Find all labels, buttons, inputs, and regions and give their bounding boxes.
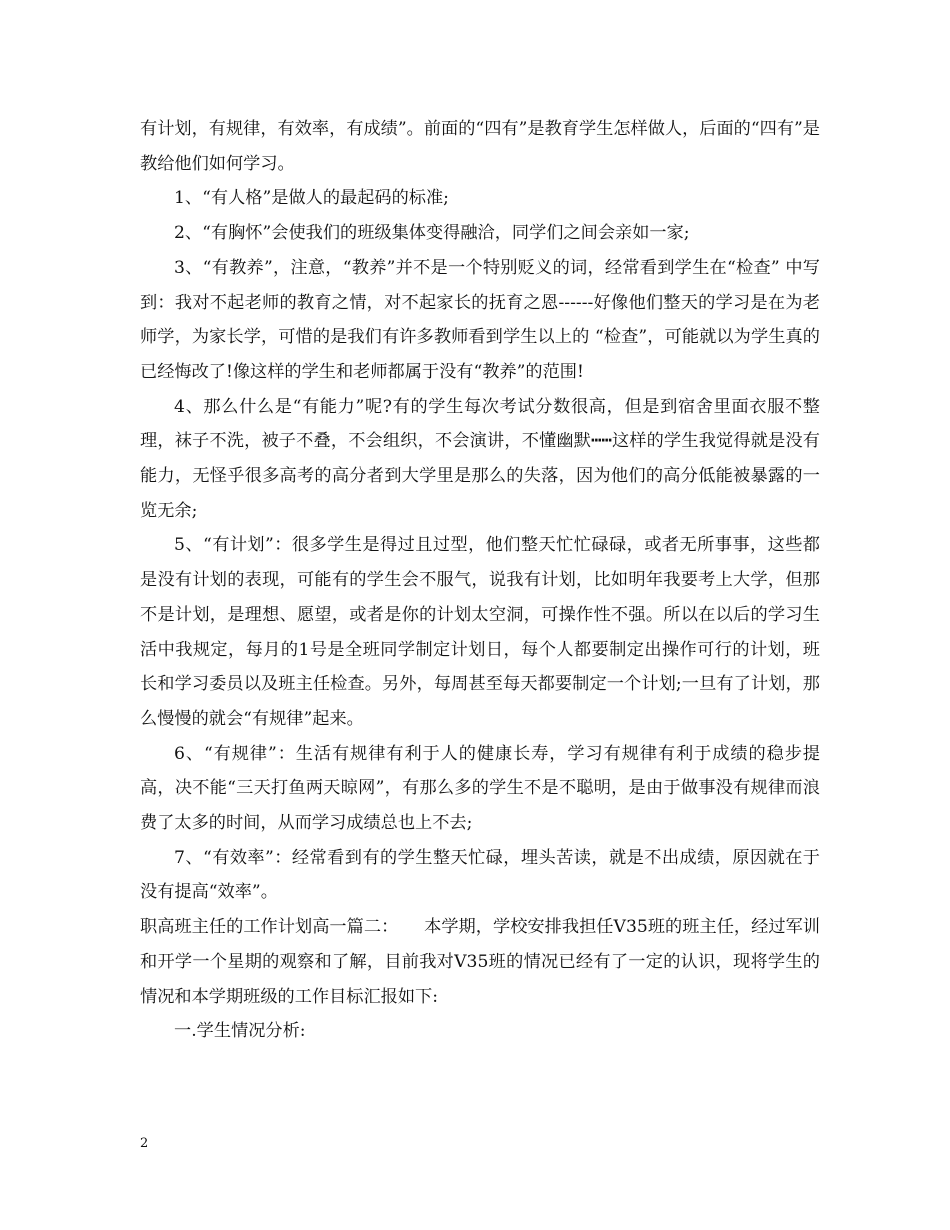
paragraph: 1、“有人格”是做人的最起码的标准; xyxy=(174,188,449,209)
paragraph: 7、“有效率”：经常看到有的学生整天忙碌，埋头苦读，就是不出成绩，原因就在于没有提高“效率”。 xyxy=(140,847,820,903)
paragraph: 4、那么什么是“有能力”呢?有的学生每次考试分数很高，但是到宿舍里面衣服不整理，袜子不洗，被子不叠，不会组织，不会演讲，不懂幽默┅┅这样的学生我觉得就是没有能力，无怪乎很多高考的高分者到大学里是那么的失落，因为他们的高分低能被暴露的一览无余; xyxy=(140,396,820,521)
paragraph: 有计划，有规律，有效率，有成绩”。前面的“四有”是教育学生怎样做人，后面的“四有”是教给他们如何学习。 xyxy=(140,119,820,174)
paragraph: 职高班主任的工作计划高一篇二： 本学期，学校安排我担任V35班的班主任，经过军训和开学一个星期的观察和了解，目前我对V35班的情况已经有了一定的认识，现将学生的情况和本学期班级的工作目标汇报如下: xyxy=(140,917,820,1007)
paragraph: 一.学生情况分析: xyxy=(174,1021,306,1042)
paragraph: 6、“有规律”：生活有规律有利于人的健康长寿，学习有规律有利于成绩的稳步提高，决不能“三天打鱼两天晾网”，有那么多的学生不是不聪明，是由于做事没有规律而浪费了太多的时间，从而学习成绩总也上不去; xyxy=(140,743,820,834)
page-number: 2 xyxy=(140,1136,149,1151)
paragraph: 5、“有计划”：很多学生是得过且过型，他们整天忙忙碌碌，或者无所事事，这些都是没有计划的表现，可能有的学生会不服气，说我有计划，比如明年我要考上大学，但那不是计划，是理想、愿望，或者是你的计划太空洞，可操作性不强。所以在以后的学习生活中我规定，每月的1号是全班同学制定计划日，每个人都要制定出操作可行的计划，班长和学习委员以及班主任检查。另外，每周甚至每天都要制定一个计划;一旦有了计划，那么慢慢的就会“有规律”起来。 xyxy=(140,535,820,729)
paragraph: 3、“有教养”，注意，“教养”并不是一个特别贬义的词，经常看到学生在“检查” 中写到：我对不起老师的教育之情，对不起家长的抚育之恩------好像他们整天的学习是在为老师学，为家长学，可惜的是我们有许多教师看到学生以上的 “检查”，可能就以为学生真的已经悔改了!像这样的学生和老师都属于没有“教养”的范围! xyxy=(140,257,820,382)
paragraph: 2、“有胸怀”会使我们的班级集体变得融洽，同学们之间会亲如一家; xyxy=(174,223,690,244)
document-body xyxy=(140,112,820,1049)
